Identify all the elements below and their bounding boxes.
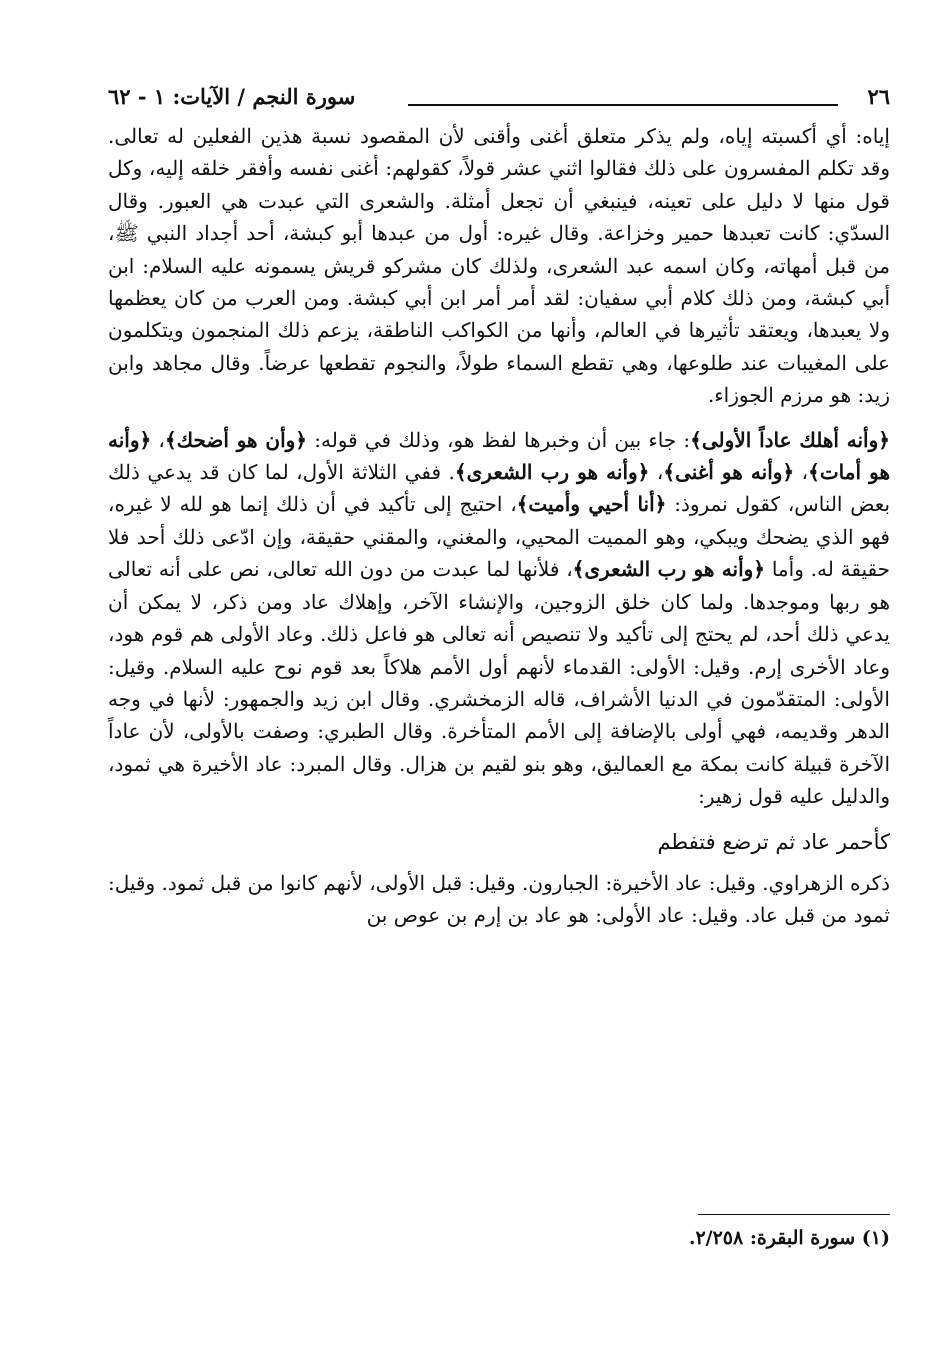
paragraph-text: ، [794, 460, 809, 485]
body-text [108, 120, 890, 931]
footnote: (١) سورة البقرة: ٢/٢٥٨. [688, 1227, 890, 1249]
paragraph-1: إياه: أي أكسبته إياه، ولم يذكر متعلق أغنى وأقنى لأن المقصود نسبة هذين الفعلين له تعالى. وقد تكلم المفسرون على ذلك فقالوا اثني عشر قولاً، كقولهم: أغنى نفسه وأفقر خلقه إليه، وكل قول منها لا دليل على تعينه، فينبغي أن تجعل أمثلة. والشعرى التي عبدت هي العبور. وقال السدّي: كانت تعبدها حمير وخزاعة. وقال غيره: أول من عبدها أبو كبشة، أحد أجداد النبي ﷺ، من قبل أمهاته، وكان اسمه عبد الشعرى، ولذلك كان مشركو قريش يسمونه عليه السلام: ابن أبي كبشة، ومن ذلك كلام أبي سفيان: لقد أمر أمر ابن أبي كبشة. ومن العرب من كان يعظمها ولا يعبدها، ويعتقد تأثيرها في العالم، وأنها من الكواكب الناطقة، يزعم ذلك المنجمون ويتكلمون على المغيبات عند طلوعها، وهي تقطع السماء طولاً، والنجوم تقطعها عرضاً. وقال مجاهد وابن زيد: هو مرزم الجوزاء. [108, 124, 890, 408]
paragraph-text: : جاء بين أن وخبرها لفظ هو، وذلك في قوله: [307, 427, 691, 452]
paragraph-text: . ففي الثلاثة الأول، لما كان قد يدعي ذلك بعض الناس، كقول نمروذ: [108, 460, 891, 517]
quran-quote: ﴿وأنه أهلك عاداً الأولى﴾ [690, 427, 890, 452]
quran-quote: ﴿وأن هو أضحك﴾ [164, 427, 308, 452]
page [108, 82, 890, 931]
page-number: ٢٦ [867, 84, 890, 109]
quran-quote: ﴿أنا أحيي وأميت﴾ [516, 492, 667, 517]
poetry-verse: كأحمر عاد ثم ترضع فتفطم [657, 829, 890, 854]
running-header [108, 82, 890, 116]
paragraph-text: ، [649, 460, 664, 485]
paragraph-3: ذكره الزهراوي. وقيل: عاد الأخيرة: الجبارون. وقيل: قبل الأولى، لأنهم كانوا من قبل ثمود. وقيل: ثمود من قبل عاد. وقيل: عاد الأولى: هو عاد بن إرم بن عوص بن [107, 870, 890, 927]
quran-quote: ﴿وأنه هو أغنى﴾ [663, 460, 795, 485]
quran-quote: ﴿وأنه هو أمات﴾ [108, 427, 891, 485]
running-title: سورة النجم / الآيات: ١ - ٦٢ [108, 84, 356, 109]
paragraph-2 [108, 424, 890, 813]
paragraph-text: ، فلأنها لما عبدت من دون الله تعالى، نص على أنه تعالى هو ربها وموجدها. ولما كان خلق الزوجين، والإنشاء الآخر، وإهلاك عاد ومن ذكر، لا يمكن أن يدعي ذلك أحد، لم يحتج إلى تأكيد ولا تنصيص أنه تعالى هو فاعل ذلك. وعاد الأولى هم قوم هود، وعاد الأخرى إرم. وقيل: الأولى: القدماء لأنهم أول الأمم هلاكاً بعد قوم نوح عليه السلام. وقيل: الأولى: المتقدّمون في الدنيا الأشراف، قاله الزمخشري. وقال ابن زيد والجمهور: لأنها في وجه الدهر وقديمه، فهي أولى بالإضافة إلى الأمم المتأخرة. وقال الطبري: وصفت بالأولى، لأن عاداً الآخرة قبيلة كانت بمكة مع العماليق، وهو بنو لقيم بن هزال. وقال المبرد: عاد الأخيرة هي ثمود، والدليل عليه قول زهير: [108, 557, 891, 809]
quran-quote: ﴿وأنه هو رب الشعرى﴾ [454, 460, 650, 485]
footnote-rule [698, 1214, 890, 1215]
paragraph-text: ، احتيج إلى تأكيد في أن ذلك إنما هو لله لا غيره، فهو الذي يضحك ويبكي، وهو المميت المحيي، والمغني، والمقني حقيقة، وإن ادّعى ذلك أحد فلا حقيقة له. وأما [108, 492, 890, 582]
quran-quote: ﴿وأنه هو رب الشعرى﴾ [572, 557, 766, 582]
header-rule [408, 104, 838, 106]
paragraph-text: ، [151, 427, 165, 452]
